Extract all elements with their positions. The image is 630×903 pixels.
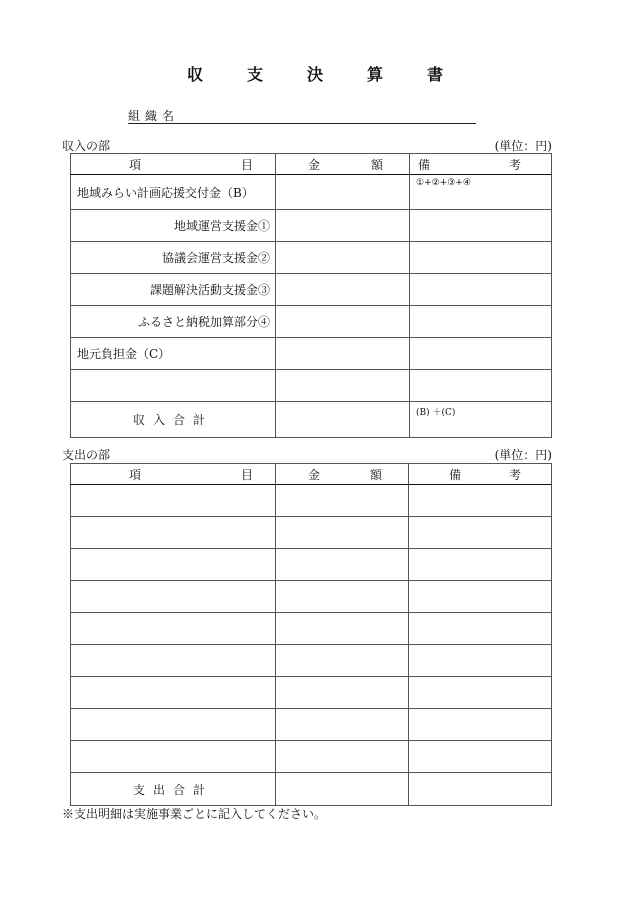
- expense-remarks-cell[interactable]: [409, 709, 552, 741]
- table-row: [71, 210, 552, 242]
- expense-item-cell[interactable]: [71, 741, 276, 773]
- expense-header-item: 項 目: [71, 464, 276, 485]
- income-item-cell: 地域みらい計画応援交付金（B）: [71, 175, 276, 210]
- expense-item-cell[interactable]: [71, 549, 276, 581]
- income-header-item: 項 目: [71, 154, 276, 175]
- income-amount-cell[interactable]: [276, 306, 410, 338]
- income-remarks-cell[interactable]: [410, 338, 552, 370]
- income-item-cell: 地域運営支援金①: [71, 210, 276, 242]
- income-remarks-cell[interactable]: [410, 210, 552, 242]
- expense-remarks-cell[interactable]: [409, 677, 552, 709]
- footnote: ※支出明細は実施事業ごとに記入してください。: [62, 807, 327, 821]
- income-header-remarks: 備 考: [410, 154, 552, 175]
- expense-table: [70, 463, 552, 806]
- income-total-amount-cell[interactable]: [276, 402, 410, 438]
- expense-amount-cell[interactable]: [276, 581, 409, 613]
- expense-amount-cell[interactable]: [276, 485, 409, 517]
- expense-section-label: 支出の部: [62, 448, 111, 462]
- table-row: [71, 709, 552, 741]
- income-total-row: [71, 402, 552, 438]
- income-item-cell[interactable]: [71, 370, 276, 402]
- table-row: [71, 677, 552, 709]
- table-row: [71, 549, 552, 581]
- income-amount-cell[interactable]: [276, 370, 410, 402]
- expense-remarks-cell[interactable]: [409, 581, 552, 613]
- income-item-cell: 課題解決活動支援金③: [71, 274, 276, 306]
- expense-unit-label: (単位：円): [494, 448, 552, 462]
- table-row: [71, 645, 552, 677]
- income-remarks-cell[interactable]: [410, 306, 552, 338]
- income-amount-cell[interactable]: [276, 242, 410, 274]
- expense-total-remarks-cell[interactable]: [409, 773, 552, 806]
- expense-header-remarks: 備 考: [409, 464, 552, 485]
- expense-amount-cell[interactable]: [276, 741, 409, 773]
- table-row: [71, 613, 552, 645]
- expense-item-cell[interactable]: [71, 485, 276, 517]
- income-remarks-cell[interactable]: [410, 274, 552, 306]
- expense-amount-cell[interactable]: [276, 677, 409, 709]
- organization-name-label: 組織名: [128, 109, 180, 123]
- expense-item-cell[interactable]: [71, 677, 276, 709]
- expense-amount-cell[interactable]: [276, 645, 409, 677]
- organization-name-field[interactable]: [128, 107, 476, 124]
- expense-remarks-cell[interactable]: [409, 549, 552, 581]
- expense-item-cell[interactable]: [71, 645, 276, 677]
- income-amount-cell[interactable]: [276, 175, 410, 210]
- expense-item-cell[interactable]: [71, 613, 276, 645]
- income-section-label: 収入の部: [62, 139, 111, 153]
- expense-remarks-cell[interactable]: [409, 485, 552, 517]
- table-row: [71, 581, 552, 613]
- income-total-remarks: (B) ＋(C): [410, 402, 552, 438]
- expense-amount-cell[interactable]: [276, 613, 409, 645]
- table-row: [71, 485, 552, 517]
- expense-remarks-cell[interactable]: [409, 645, 552, 677]
- income-unit-label: (単位：円): [494, 139, 552, 153]
- table-row: [71, 306, 552, 338]
- income-item-cell: ふるさと納税加算部分④: [71, 306, 276, 338]
- expense-item-cell[interactable]: [71, 581, 276, 613]
- table-row: [71, 242, 552, 274]
- table-row: [71, 175, 552, 210]
- expense-total-label: 支出合計: [71, 773, 276, 806]
- income-total-label: 収入合計: [71, 402, 276, 438]
- expense-item-cell[interactable]: [71, 517, 276, 549]
- table-row: [71, 370, 552, 402]
- expense-remarks-cell[interactable]: [409, 517, 552, 549]
- expense-remarks-cell[interactable]: [409, 613, 552, 645]
- table-row: [71, 338, 552, 370]
- income-remarks-cell[interactable]: ①+②+③+④: [410, 175, 552, 210]
- expense-amount-cell[interactable]: [276, 709, 409, 741]
- income-remarks-cell[interactable]: [410, 242, 552, 274]
- income-amount-cell[interactable]: [276, 274, 410, 306]
- income-item-cell: 協議会運営支援金②: [71, 242, 276, 274]
- expense-item-cell[interactable]: [71, 709, 276, 741]
- income-item-cell: 地元負担金（C）: [71, 338, 276, 370]
- income-remarks-cell[interactable]: [410, 370, 552, 402]
- expense-header-amount: 金 額: [276, 464, 409, 485]
- expense-amount-cell[interactable]: [276, 517, 409, 549]
- income-header-amount: 金 額: [276, 154, 410, 175]
- income-table: [70, 153, 552, 438]
- table-row: [71, 517, 552, 549]
- document-title: 収 支 決 算 書: [186, 65, 444, 84]
- expense-remarks-cell[interactable]: [409, 741, 552, 773]
- expense-total-row: [71, 773, 552, 806]
- income-amount-cell[interactable]: [276, 338, 410, 370]
- table-row: [71, 741, 552, 773]
- expense-amount-cell[interactable]: [276, 549, 409, 581]
- income-amount-cell[interactable]: [276, 210, 410, 242]
- table-row: [71, 274, 552, 306]
- expense-total-amount-cell[interactable]: [276, 773, 409, 806]
